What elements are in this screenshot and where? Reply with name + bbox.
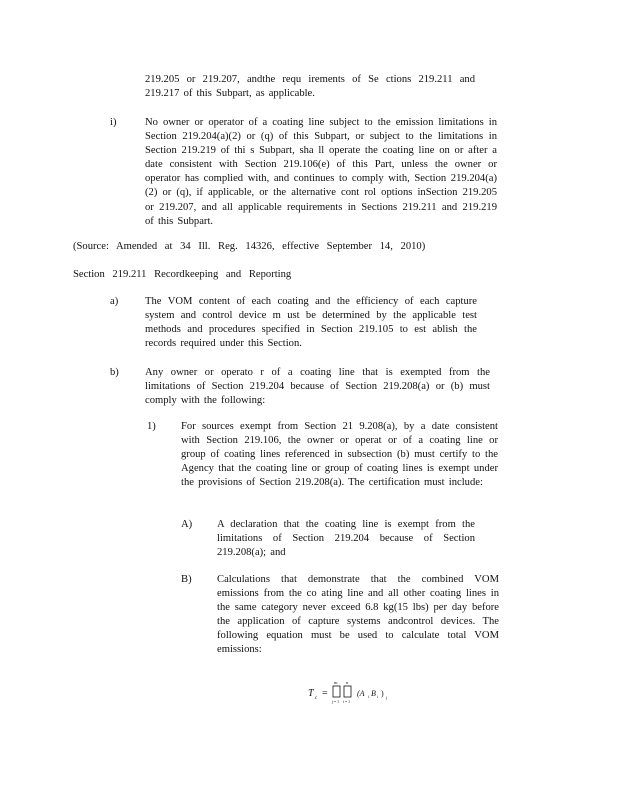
item-a-label: a): [110, 296, 119, 307]
eq-inner-lower: i = 1: [343, 700, 350, 704]
section-heading: Section 219.211 Recordkeeping and Reporting: [73, 269, 292, 280]
subitem-B-text: Calculations that demonstrate that the combined VOM emissions from the co ating line and all other coating lines in the same category never exceed 6.8 kg(15 lbs) per day before the application of capture systems andcontrol devices. The following equation must be used to calculate total VOM emissions:: [217, 574, 499, 656]
eq-term-sub2: i: [377, 694, 379, 699]
outer-sum-symbol: [333, 686, 340, 697]
subitem-1-label: 1): [147, 421, 156, 432]
vom-emissions-equation: [290, 678, 420, 712]
subitem-1-text: For sources exempt from Section 21 9.208(a), by a date consistent with Section 219.106, the owner or operat or of a coating line or group of coating lines referenced in subsection (b) must certify to the Agency that the coating line or group of coating lines is exempt under the provisions of Section 219.208(a). The certification must include:: [181, 421, 498, 489]
eq-lhs-sub: c: [315, 696, 318, 701]
eq-outer-lower: j = 1: [332, 700, 339, 704]
continuation-text: 219.205 or 219.207, andthe requ irements of Se ctions 219.211 and 219.217 of this Subpart, as applicable.: [145, 74, 475, 100]
subitem-A-label: A): [181, 519, 193, 530]
eq-term-close: ): [381, 689, 384, 698]
eq-term-sub1: i: [368, 694, 370, 699]
eq-outer-upper: m: [334, 680, 338, 685]
item-i-text: No owner or operator of a coating line subject to the emission limitations in Section 219.204(a)(2) or (q) of this Subpart, or subject to the limitations in Section 219.219 of thi s Subpart, sha ll operate the coating line on or after a date consistent with Section 219.106(e) of this Part, unless the owner or operator has complied with, and continues to comply with, Section 219.204(a)(2) or (q), if applicable, or the alternative cont rol options inSection 219.205 or 219.207, and all applicable requirements in Sections 219.211 and 219.219 of this Subpart.: [145, 117, 497, 227]
inner-sum-symbol: [344, 686, 351, 697]
eq-term-open: (A: [357, 689, 365, 698]
item-b-label: b): [110, 367, 119, 378]
eq-term-sub3: j: [386, 695, 388, 700]
item-b-text: Any owner or operato r of a coating line that is exempted from the limitations of Section 219.204 because of Section 219.208(a) or (b) must comply with the following:: [145, 367, 490, 407]
eq-term-mid: B: [371, 689, 376, 698]
subitem-A-text: A declaration that the coating line is exempt from the limitations of Section 219.204 because of Section 219.208(a); and: [217, 519, 475, 559]
item-a-text: The VOM content of each coating and the efficiency of each capture system and control device m ust be determined by the applicable test methods and procedures specified in Section 219.105 to est ablish the records required under this Section.: [145, 296, 477, 350]
source-note: (Source: Amended at 34 Ill. Reg. 14326, effective September 14, 2010): [73, 241, 426, 252]
eq-lhs: T: [308, 688, 314, 699]
eq-inner-upper: n: [346, 680, 349, 685]
eq-equals: =: [322, 688, 328, 699]
item-i-label: i): [110, 117, 117, 128]
subitem-B-label: B): [181, 574, 192, 585]
